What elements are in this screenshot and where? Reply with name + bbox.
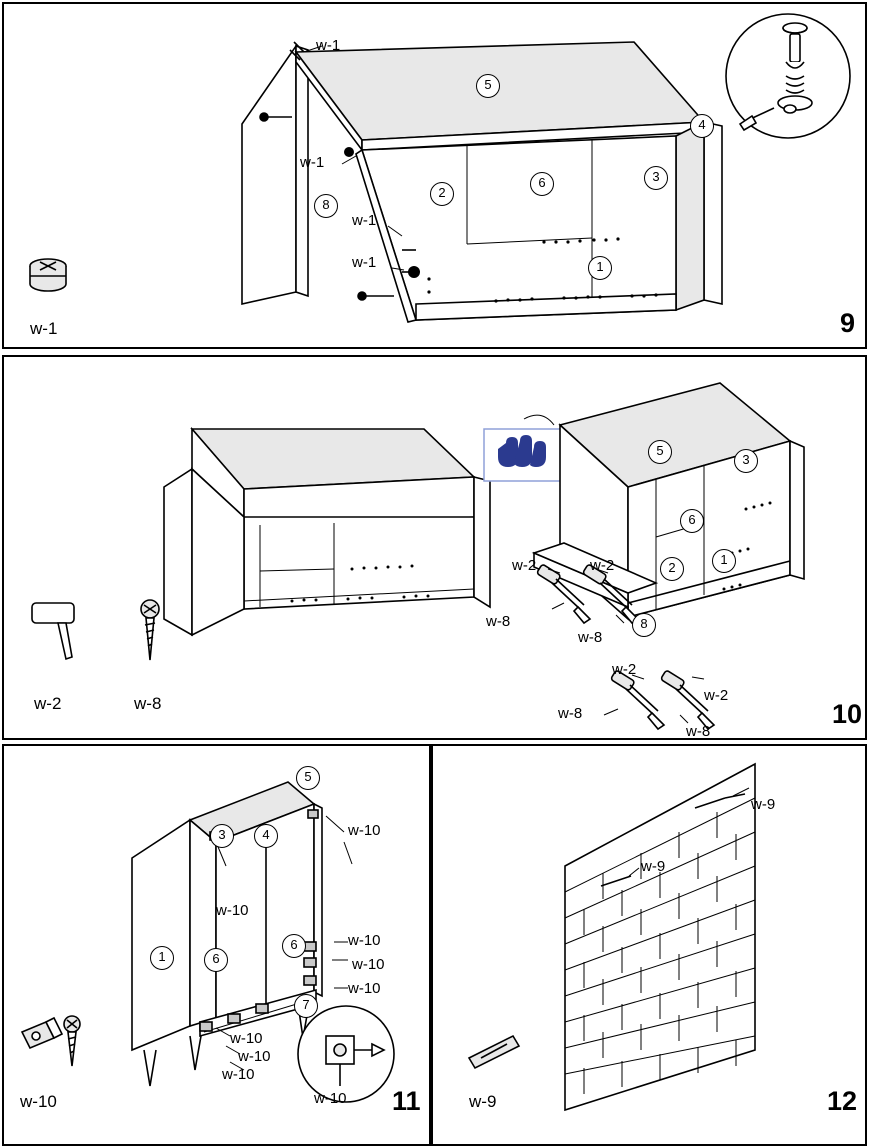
callout-w-1: w-1 xyxy=(316,37,341,54)
part-bubble: 5 xyxy=(648,440,672,464)
callout-w-9: w-9 xyxy=(751,796,776,813)
part-bubble: 6 xyxy=(680,509,704,533)
step-number: 9 xyxy=(840,308,856,338)
callout-w-10: w-10 xyxy=(230,1030,263,1047)
callout-w-10: w-10 xyxy=(348,932,381,949)
callout-w-8: w-8 xyxy=(686,723,711,740)
part-bubble: 3 xyxy=(210,824,234,848)
callout-w-8: w-8 xyxy=(486,613,511,630)
callout-w-1: w-1 xyxy=(300,154,325,171)
step-panel-10 xyxy=(2,355,867,740)
part-bubble: 3 xyxy=(734,449,758,473)
part-bubble: 6 xyxy=(282,934,306,958)
callout-w-2: w-2 xyxy=(590,557,615,574)
part-bubble: 8 xyxy=(314,194,338,218)
part-bubble: 2 xyxy=(430,182,454,206)
callout-w-10: w-10 xyxy=(222,1066,255,1083)
legend-label-w-9: w-9 xyxy=(469,1092,497,1111)
part-bubble: 5 xyxy=(296,766,320,790)
step-number: 12 xyxy=(827,1086,858,1116)
callout-w-1: w-1 xyxy=(352,212,377,229)
part-bubble: 6 xyxy=(204,948,228,972)
part-bubble: 4 xyxy=(254,824,278,848)
part-bubble: 2 xyxy=(660,557,684,581)
callout-w-1: w-1 xyxy=(352,254,377,271)
legend-label-w-1: w-1 xyxy=(30,319,58,338)
callout-w-10: w-10 xyxy=(352,956,385,973)
step-10-illustration xyxy=(4,357,869,742)
step-panel-12 xyxy=(431,744,867,1146)
legend-label-w-2: w-2 xyxy=(34,694,62,713)
part-bubble: 5 xyxy=(476,74,500,98)
callout-w-10: w-10 xyxy=(238,1048,271,1065)
part-bubble: 1 xyxy=(712,549,736,573)
part-bubble: 6 xyxy=(530,172,554,196)
step-12-illustration xyxy=(433,746,869,1148)
callout-w-10: w-10 xyxy=(314,1090,347,1107)
step-panel-9 xyxy=(2,2,867,349)
callout-w-8: w-8 xyxy=(558,705,583,722)
part-bubble: 1 xyxy=(588,256,612,280)
step-number: 10 xyxy=(832,699,863,729)
callout-w-2: w-2 xyxy=(512,557,537,574)
callout-w-10: w-10 xyxy=(348,980,381,997)
part-bubble: 1 xyxy=(150,946,174,970)
callout-w-10: w-10 xyxy=(216,902,249,919)
callout-w-2: w-2 xyxy=(612,661,637,678)
legend-label-w-8: w-8 xyxy=(134,694,162,713)
callout-w-8: w-8 xyxy=(578,629,603,646)
legend-label-w-10: w-10 xyxy=(20,1092,57,1111)
step-panel-11 xyxy=(2,744,431,1146)
step-9-illustration xyxy=(4,4,869,351)
callout-w-10: w-10 xyxy=(348,822,381,839)
part-bubble: 7 xyxy=(294,994,318,1018)
callout-w-9: w-9 xyxy=(641,858,666,875)
callout-w-2: w-2 xyxy=(704,687,729,704)
part-bubble: 4 xyxy=(690,114,714,138)
step-number: 11 xyxy=(392,1086,421,1116)
part-bubble: 3 xyxy=(644,166,668,190)
part-bubble: 8 xyxy=(632,613,656,637)
